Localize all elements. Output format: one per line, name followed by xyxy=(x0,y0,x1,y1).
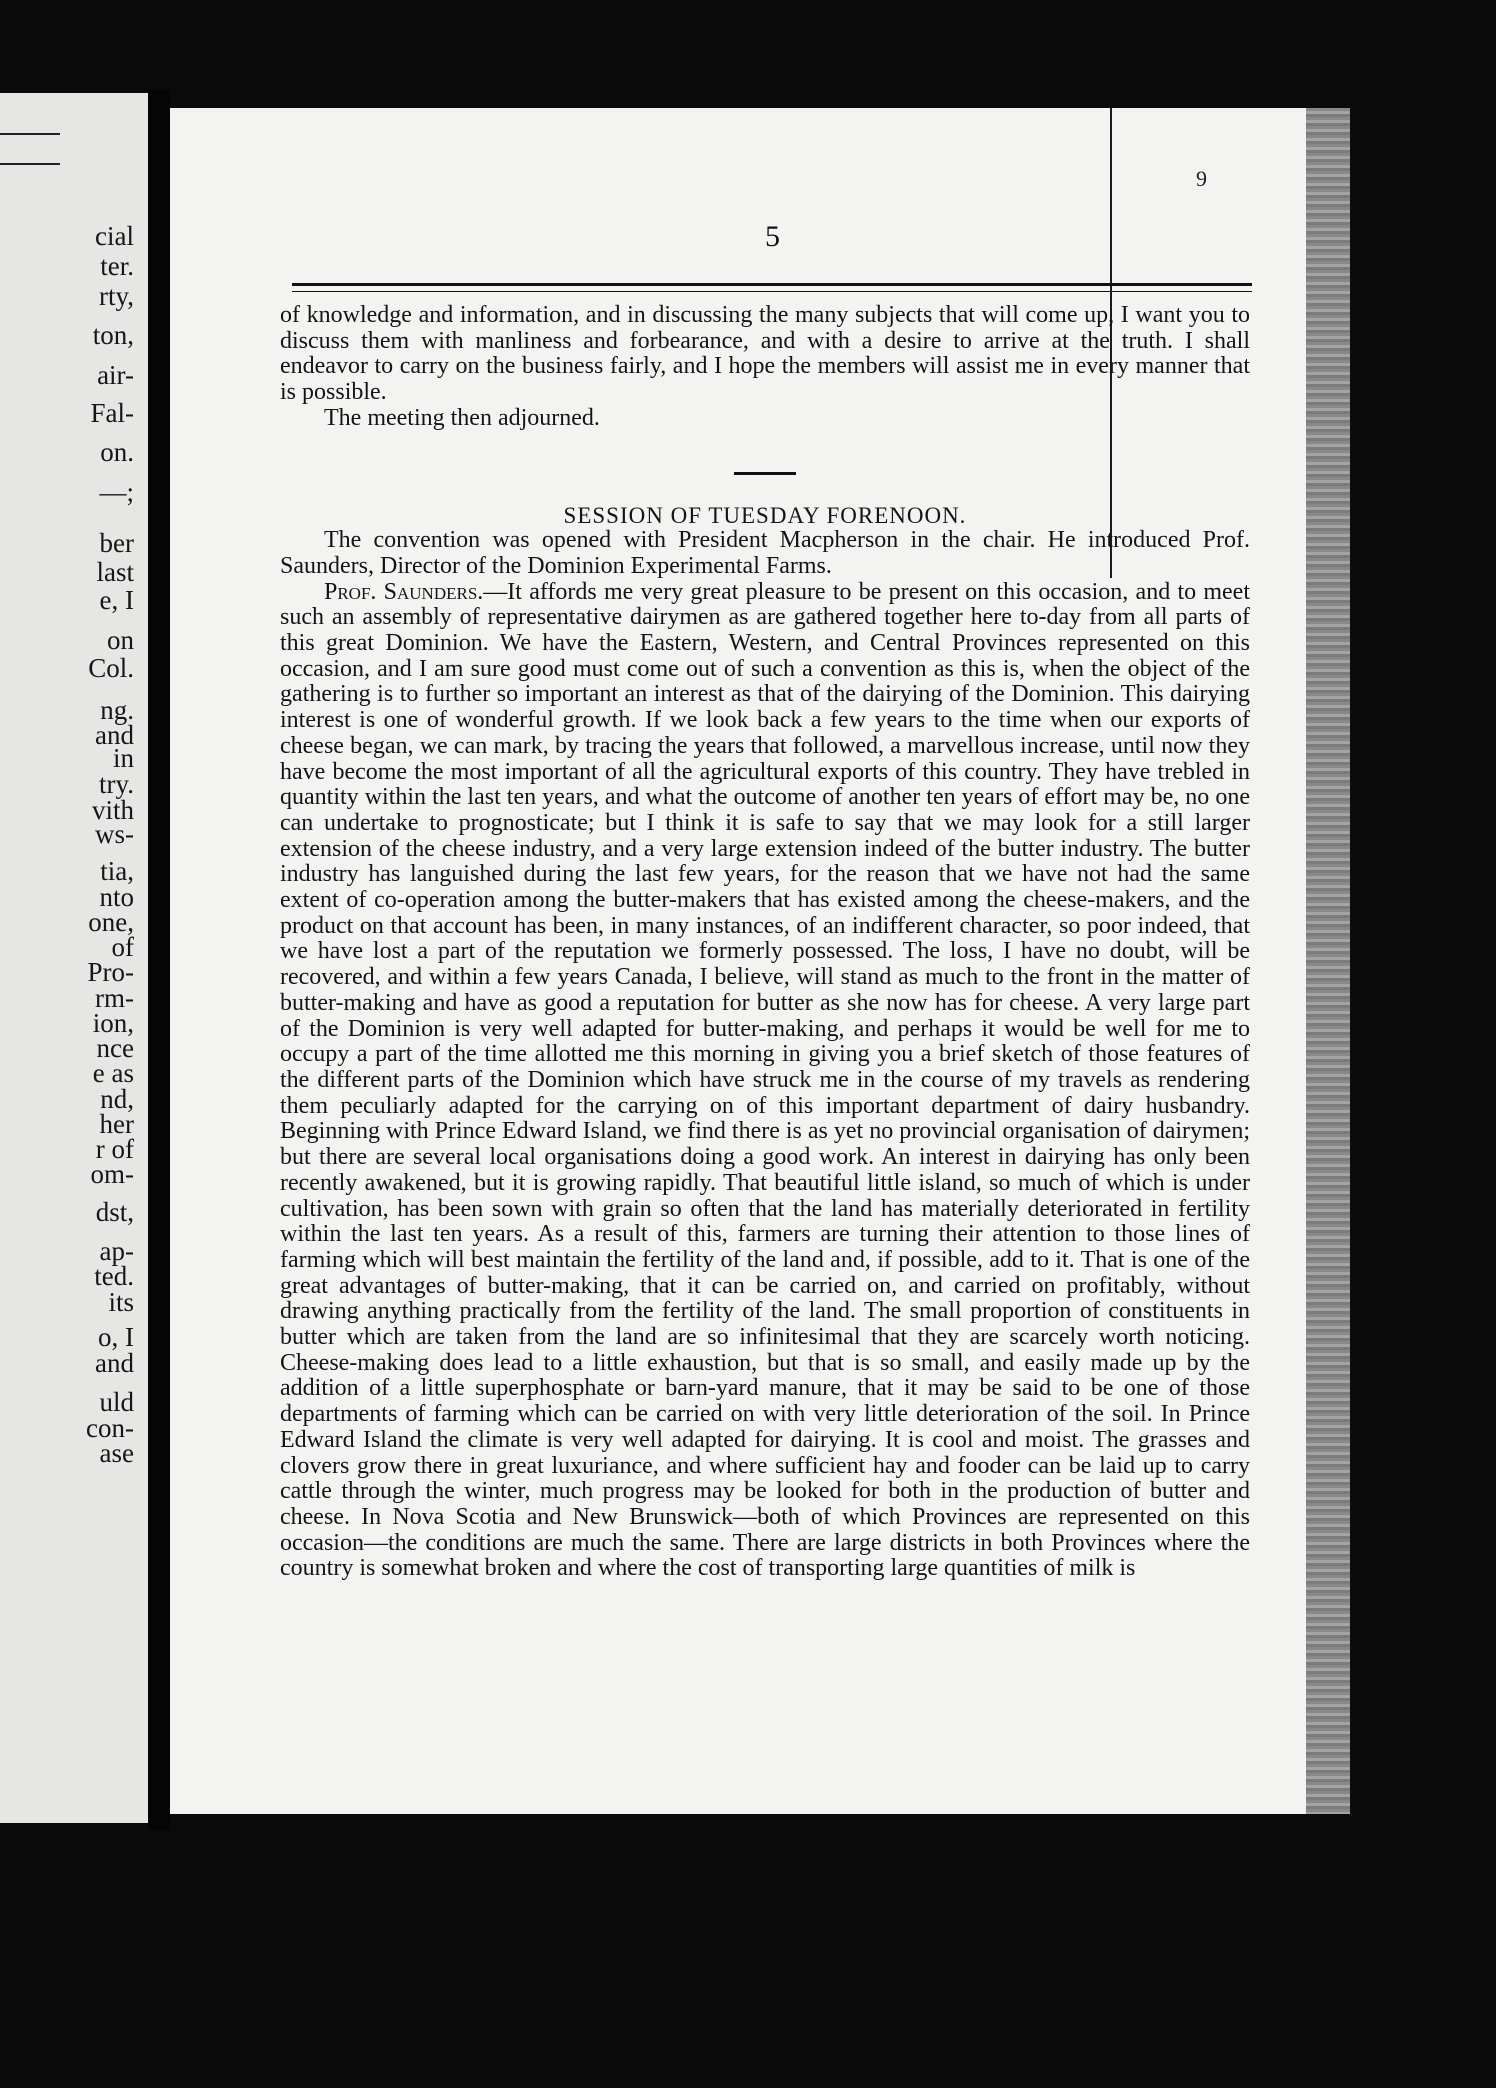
left-page-line-fragment: nce xyxy=(96,1033,134,1063)
left-page-line-fragment: one, xyxy=(88,907,134,937)
left-page-line-fragment: o, I xyxy=(98,1322,134,1352)
left-page-line-fragment: rm- xyxy=(95,983,134,1013)
left-page-line-fragment: nto xyxy=(99,882,134,912)
left-header-rule xyxy=(0,133,60,135)
left-page-line-fragment: on xyxy=(107,625,134,655)
left-page-line-fragment: ase xyxy=(99,1438,134,1468)
right-page xyxy=(170,108,1350,1814)
left-page-line-fragment: ap- xyxy=(99,1236,134,1266)
left-page-line-fragment: its xyxy=(108,1287,134,1317)
page-number: 5 xyxy=(765,220,780,253)
left-page-line-fragment: on. xyxy=(100,437,134,467)
left-page-line-fragment: and xyxy=(95,1348,134,1378)
speech-text: —It affords me very great pleasure to be present on this occasion, and to meet such an assembly of representative dairymen as are gathered together here to-day from all parts of this great Dominion. We have the Eastern, Western, and Central Provinces represented on this occasion, and I am sure good must come out of such a convention as this is, when the object of the gathering is to further so important an interest as that of the dairying of the Dominion. This dairying interest is one of wonderful growth. If we look back a few years to the time when our exports of cheese began, we can mark, by tracing the years that followed, a marvellous increase, until now they have become the most important of all the agricultural exports of this country. They have trebled in quantity within the last ten years, and what the outcome of another ten years of effort may be, no one can undertake to prognosticate; but I think it is safe to say that we may look for a still larger extension of the cheese industry, and a very large extension indeed of the butter industry. The butter industry has languished during the last few years, for the reason that we have not had the same extent of co-operation among the butter-makers that has existed among the cheese-makers, and the product on that account has been, in many instances, of an indifferent character, so poor indeed, that we have lost a part of the reputation we formerly possessed. The loss, I have no doubt, will be recovered, and within a few years Canada, I believe, will stand as much to the front in the matter of butter-making and have as good a reputation for butter as she now has for cheese. A very large part of the Dominion is very well adapted for butter-making, and perhaps it would be well for me to occupy a part of the time allotted me this morning in giving you a brief sketch of those features of the different parts of the Dominion which have struck me in the course of my travels as rendering them peculiarly adapted for the carrying on of this important department of dairy husbandry. Beginning with Prince Edward Island, we find there is as yet no provincial organisation of dairymen; but there are several local organisations doing a good work. An interest in dairying has only been recently awakened, but it is growing rapidly. That beautiful little island, so much of which is under cultivation, has been sown with grain so often that the land has materially deteriorated in fertility within the last ten years. As a result of this, farmers are turning their attention to those lines of farming which will best maintain the fertility of the land and, if possible, add to it. That is one of the great advantages of butter-making, that it can be carried on, and carried on profitably, without drawing anything practically from the fertility of the land. The small proportion of constituents in butter which are taken from the land are so infinitesimal that they are scarcely worth noticing. Cheese-making does lead to a little exhaustion, but that is so small, and easily made up by the addition of a little superphosphate or barn-yard manure, that it may be said to be one of those departments of farming which can be carried on with very little deterioration of the soil. In Prince Edward Island the climate is very well adapted for dairying. It is cool and moist. The grasses and clovers grow there in great luxuriance, and where sufficient hay and fooder can be laid up to carry cattle through the winter, much progress may be looked for both in the production of butter and cheese. In Nova Scotia and New Brunswick—both of which Provinces are represented on this occasion—the conditions are much the same. There are large districts in both Provinces where the country is somewhat broken and where the cost of transporting large quantities of milk is xyxy=(280,578,1250,1582)
speaker-name: Prof. Saunders. xyxy=(324,578,484,605)
body-text xyxy=(280,303,1250,1582)
convention-paragraph: The convention was opened with President Macpherson in the chair. He introduced Prof. Saunders, Director of the Dominion Experimental Farms. xyxy=(280,527,1250,579)
header-rule xyxy=(292,283,1252,286)
left-page-line-fragment: tia, xyxy=(100,856,134,886)
adjourned-line: The meeting then adjourned. xyxy=(324,404,600,431)
left-page-line-fragment: om- xyxy=(90,1159,134,1189)
left-page-line-fragment: ng. xyxy=(100,695,134,725)
left-header-rule xyxy=(0,163,60,165)
left-page-line-fragment: uld xyxy=(99,1387,134,1417)
left-page-line-fragment: nd, xyxy=(100,1084,134,1114)
left-page-line-fragment: ted. xyxy=(94,1261,134,1291)
left-page-line-fragment: r of xyxy=(95,1134,134,1164)
folio-mark: 9 xyxy=(1196,166,1207,191)
book-gutter xyxy=(148,90,170,1830)
left-page-line-fragment: —; xyxy=(99,477,134,507)
left-page-line-fragment: Fal- xyxy=(90,398,134,428)
speech-paragraph xyxy=(280,580,1250,1582)
left-page-line-fragment: ion, xyxy=(92,1008,134,1038)
section-divider xyxy=(734,472,796,475)
left-page-line-fragment: air- xyxy=(97,360,134,390)
left-page-line-fragment: cial xyxy=(95,221,134,251)
left-page-line-fragment: e, I xyxy=(99,585,134,615)
left-page-line-fragment: last xyxy=(96,557,134,587)
left-page-line-fragment: ws- xyxy=(95,819,134,849)
left-page-line-fragment: of xyxy=(111,932,134,962)
left-page-line-fragment: vith xyxy=(91,795,134,825)
left-page-line-fragment: ber xyxy=(99,528,134,558)
left-page-line-fragment: her xyxy=(99,1109,134,1139)
page-edge-stack xyxy=(1306,108,1350,1814)
left-page-line-fragment: ter. xyxy=(100,251,134,281)
left-page-line-fragment: rty, xyxy=(99,281,134,311)
left-page-line-fragment: ton, xyxy=(92,320,134,350)
session-heading: SESSION OF TUESDAY FORENOON. xyxy=(563,502,967,528)
left-page-line-fragment: try. xyxy=(99,769,134,799)
header-rule-thin xyxy=(292,291,1252,292)
left-page-line-fragment: con- xyxy=(86,1413,134,1443)
left-page-line-fragment: e as xyxy=(92,1058,134,1088)
left-page-line-fragment: and xyxy=(95,720,134,750)
left-page-line-fragment: Pro- xyxy=(87,957,134,987)
left-page-line-fragment: in xyxy=(112,743,134,773)
left-page xyxy=(0,93,148,1823)
opening-paragraph: of knowledge and information, and in discussing the many subjects that will come up, I want you to discuss them with manliness and forbearance, and with a desire to arrive at the truth. I shall endeavor to carry on the business fairly, and I hope the members will assist me in every manner that is possible. xyxy=(280,302,1250,406)
left-page-line-fragment: Col. xyxy=(88,653,134,683)
left-page-line-fragment: dst, xyxy=(95,1197,134,1227)
